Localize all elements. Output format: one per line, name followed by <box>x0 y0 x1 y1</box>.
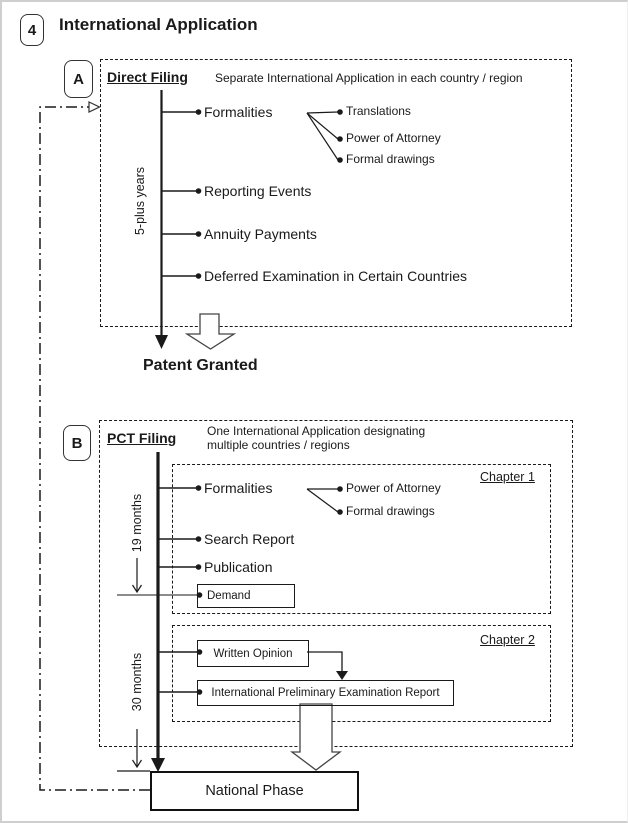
event-reporting-events: Reporting Events <box>204 183 312 199</box>
page-number: 4 <box>27 21 37 39</box>
chapter1-label: Chapter 1 <box>480 470 535 484</box>
duration-label-a: 5-plus years <box>133 166 147 236</box>
branch-a <box>307 112 338 160</box>
event-formalities-a: Formalities <box>204 104 273 120</box>
item-power-of-attorney-a: Power of Attorney <box>346 131 441 145</box>
measure-19-months <box>133 558 142 592</box>
connectors-a <box>162 112 198 276</box>
direct-filing-heading: Direct Filing <box>107 69 188 85</box>
patent-granted-block-arrow <box>187 314 234 349</box>
duration-label-30-months: 30 months <box>130 652 144 712</box>
item-translations: Translations <box>346 104 411 118</box>
item-formal-drawings-a: Formal drawings <box>346 152 435 166</box>
event-formalities-b: Formalities <box>204 480 273 496</box>
direct-filing-description: Separate International Application in each country / region <box>215 71 523 85</box>
section-b-badge-label: B <box>71 434 83 452</box>
section-b-badge <box>63 425 91 461</box>
section-a-badge <box>64 60 93 98</box>
national-phase-label: National Phase <box>205 783 304 799</box>
item-formal-drawings-b: Formal drawings <box>346 504 435 518</box>
written-opinion-label: Written Opinion <box>213 647 293 660</box>
demand-label: Demand <box>207 590 251 602</box>
event-search-report: Search Report <box>204 531 295 547</box>
page-number-badge <box>20 14 44 46</box>
item-power-of-attorney-b: Power of Attorney <box>346 481 441 495</box>
event-annuity-payments: Annuity Payments <box>204 226 317 242</box>
national-phase-box <box>150 771 359 811</box>
duration-label-19-months: 19 months <box>130 493 144 553</box>
pct-filing-description-line2: multiple countries / regions <box>207 438 350 452</box>
section-a-badge-label: A <box>73 70 84 88</box>
measure-30-months <box>117 729 150 771</box>
chapter2-label: Chapter 2 <box>480 633 535 647</box>
branch-b <box>307 489 338 512</box>
preliminary-examination-report-label: International Preliminary Examination Report <box>211 687 440 699</box>
timeline-b <box>151 452 165 772</box>
page-title: International Application <box>59 15 258 34</box>
preliminary-examination-report-box <box>197 680 454 706</box>
event-publication: Publication <box>204 559 273 575</box>
pct-filing-heading: PCT Filing <box>107 430 177 446</box>
pct-filing-description-line1: One International Application designating <box>207 424 426 438</box>
written-opinion-arrow <box>307 652 348 680</box>
timeline-a <box>155 90 168 349</box>
event-deferred-examination: Deferred Examination in Certain Countries <box>204 268 468 284</box>
demand-box <box>197 584 295 608</box>
written-opinion-box <box>197 640 309 667</box>
report-to-national-block-arrow <box>292 704 340 770</box>
patent-granted-label: Patent Granted <box>143 357 258 374</box>
